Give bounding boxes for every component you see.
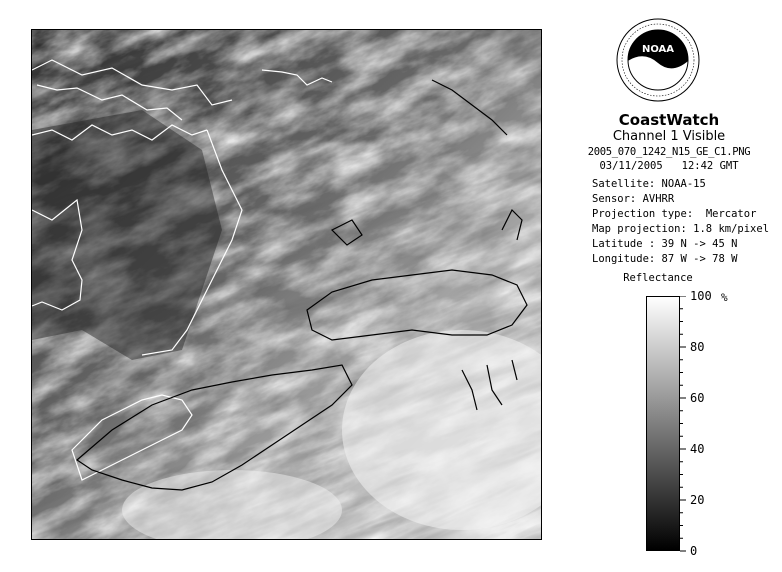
date-time — [556, 159, 782, 173]
colorbar-tick-label: 80 — [690, 340, 705, 354]
colorbar-tick-label: 100 — [690, 289, 712, 303]
satellite-map — [32, 30, 542, 540]
date-text: 03/11/2005 — [599, 160, 663, 172]
channel-subtitle: Channel 1 Visible — [612, 129, 726, 144]
metadata-longitude: Longitude: 87 W -> 78 W — [592, 253, 738, 265]
noaa-logo — [616, 18, 700, 102]
colorbar-tick-label: 20 — [690, 493, 705, 507]
metadata-satellite: Satellite: NOAA-15 — [592, 178, 706, 190]
noaa-seal-icon — [616, 18, 700, 102]
colorbar-tick-label: 40 — [690, 442, 705, 456]
metadata-projection-type: Projection type: Mercator — [592, 208, 757, 220]
product-title: CoastWatch — [618, 111, 720, 129]
time-text: 12:42 GMT — [681, 160, 739, 172]
metadata-list — [592, 177, 769, 267]
legend-unit: % — [721, 291, 728, 304]
legend-title: Reflectance — [623, 272, 693, 284]
satellite-image — [31, 29, 542, 540]
metadata-latitude: Latitude : 39 N -> 45 N — [592, 238, 738, 250]
metadata-sensor: Sensor: AVHRR — [592, 193, 675, 205]
logo-text: NOAA — [641, 44, 675, 55]
colorbar-tick-label: 0 — [690, 544, 698, 558]
colorbar-axis — [680, 296, 740, 552]
metadata-map-projection: Map projection: 1.8 km/pixel — [592, 223, 770, 235]
reflectance-colorbar — [646, 296, 680, 551]
info-header — [556, 112, 782, 173]
file-name: 2005_070_1242_N15_GE_C1.PNG — [587, 146, 751, 158]
colorbar-tick-label: 60 — [690, 391, 705, 405]
